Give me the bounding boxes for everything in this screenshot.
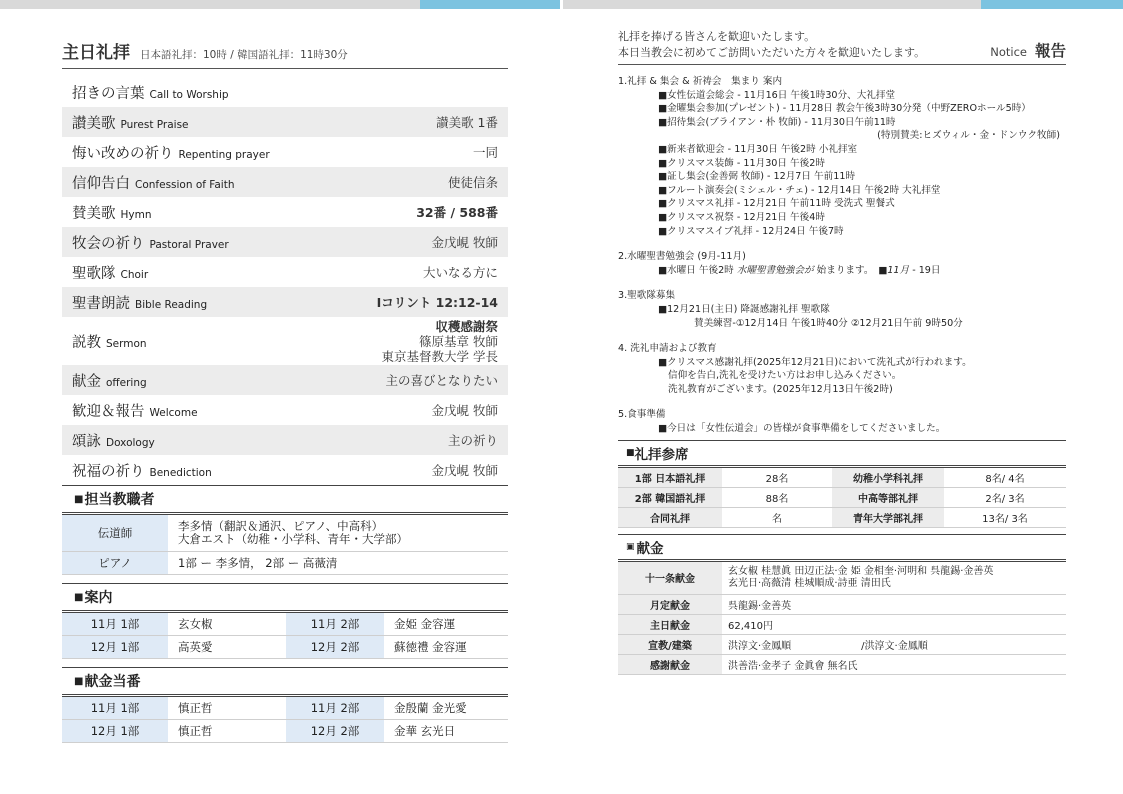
announcement-item: ■クリスマス装飾 - 11月30日 午後2時 [658, 157, 825, 169]
order-en: Call to Worship [149, 88, 229, 101]
table-cell: 金華 玄光日 [384, 720, 508, 743]
square-icon: ■ [626, 447, 635, 458]
table-row [618, 507, 1066, 527]
welcome-line: 礼拝を捧げる皆さんを歓迎いたします。 [618, 30, 816, 43]
announcement-heading: 2.水曜聖書勉強会 (9月-11月) [618, 251, 746, 263]
table-cell: 高英愛 [168, 636, 286, 659]
order-value: 主の祈り [447, 432, 498, 448]
welcome-line: 本日当教会に初めてご訪問いただいた方々を歓迎いたします。 [618, 46, 926, 59]
table-label: 青年大学部礼拝 [832, 507, 944, 527]
order-row [62, 257, 508, 287]
table-cell: 名 [722, 507, 832, 527]
order-jp: 聖書朗読 [72, 295, 130, 312]
announcement-subitem: 賛美練習-①12月14日 午後1時40分 ②12月21日午前 9時50分 [694, 317, 963, 329]
table-label: 幼稚小学科礼拝 [832, 468, 944, 488]
announcement-heading: 4. 洗礼申請および教育 [618, 343, 717, 355]
section-title-text: 案内 [84, 590, 113, 606]
table-cell: 金殷蘭 金光愛 [384, 697, 508, 720]
table-row [618, 634, 1066, 654]
offering-section-title [618, 535, 1066, 559]
table-label: 月定献金 [618, 594, 722, 614]
announcement-item: ■クリスマス礼拝 - 12月21日 午前11時 受洗式 聖餐式 [658, 198, 895, 210]
order-jp: 聖歌隊 [72, 265, 116, 282]
table-cell: 大倉エスト（幼稚・小学科、青年・大学部） [178, 532, 408, 546]
announcement-item [618, 264, 1066, 278]
order-row [62, 197, 508, 227]
order-jp: 祝福の祈り [72, 463, 145, 480]
section-title-text: 礼拝参席 [634, 446, 689, 463]
order-jp: 牧会の祈り [72, 235, 145, 252]
announcement-item: ■新来者歓迎会 - 11月30日 午後2時 小礼拝室 [658, 143, 858, 155]
table-row [618, 468, 1066, 488]
worship-order-page [62, 38, 508, 743]
table-cell: 玄女椒 [168, 613, 286, 636]
offering-table [618, 562, 1066, 675]
table-row [618, 654, 1066, 674]
accent-bar [981, 0, 1123, 9]
table-cell: 慎正哲 [168, 720, 286, 743]
announcement-subitem: 洗礼教育がございます。(2025年12月13日午後2時) [668, 383, 893, 395]
table-row [618, 562, 1066, 595]
order-row [62, 395, 508, 425]
order-jp: 悔い改めの祈り [72, 145, 174, 162]
order-row [62, 455, 508, 485]
box-icon: ▣ [626, 541, 635, 552]
table-label: 11月 2部 [286, 697, 384, 720]
table-label: 伝道師 [62, 515, 168, 552]
order-en: Bible Reading [135, 298, 208, 311]
table-label: 12月 2部 [286, 720, 384, 743]
square-icon: ■ [74, 675, 84, 687]
order-en: offering [106, 376, 147, 389]
table-cell: 62,410円 [722, 614, 1066, 634]
table-label: 12月 2部 [286, 636, 384, 659]
table-label: 中高等部礼拝 [832, 487, 944, 507]
square-icon: ■ [74, 591, 84, 603]
order-en: Benediction [149, 466, 212, 479]
order-value: 金戊峴 牧師 [431, 402, 498, 418]
order-en: Confession of Faith [135, 178, 235, 191]
order-jp: 讃美歌 [72, 115, 116, 132]
table-label: 12月 1部 [62, 720, 168, 743]
guide-section-title [62, 584, 508, 610]
order-en: Purest Praise [120, 118, 189, 131]
announcement-heading: 1.礼拝 & 集会 & 祈祷会 集まり 案内 [618, 76, 783, 87]
table-row [618, 614, 1066, 634]
table-cell: 13名/ 3名 [944, 507, 1066, 527]
table-row [62, 720, 508, 743]
order-row [62, 227, 508, 257]
guide-table [62, 613, 508, 659]
table-cell: 李多情（翻訳＆通沢、ピアノ、中高科） [178, 519, 384, 533]
table-label: 合同礼拝 [618, 507, 722, 527]
order-row-sermon [62, 317, 508, 365]
welcome-text [618, 30, 1066, 60]
announcement-item: ■クリスマスイブ礼拝 - 12月24日 午後7時 [658, 225, 844, 237]
order-value: 讃美歌 1番 [436, 114, 498, 130]
text: - 19日 [912, 264, 941, 276]
table-cell: 88名 [722, 487, 832, 507]
table-label: 主日献金 [618, 614, 722, 634]
order-row [62, 365, 508, 395]
announcement-heading: 3.聖歌隊募集 [618, 290, 676, 302]
order-jp: 信仰告白 [72, 175, 130, 192]
order-en: Pastoral Praver [149, 238, 229, 251]
table-row [62, 613, 508, 636]
offering-duty-table [62, 697, 508, 743]
sermon-title: 収穫感謝祭 [435, 318, 498, 334]
table-label: 11月 1部 [62, 697, 168, 720]
announcement-item: ■12月21日(主日) 降誕感謝礼拝 聖歌隊 [658, 303, 830, 315]
section-title-text: 献金 [636, 540, 664, 557]
order-en: Sermon [106, 337, 147, 350]
order-value: 一同 [472, 144, 498, 160]
table-label: 感謝献金 [618, 654, 722, 674]
order-jp: 招きの言葉 [72, 85, 145, 102]
announcement-heading: 5.食事準備 [618, 409, 666, 421]
announcement-note: (特別賛美:ヒズウィル・金・ドンウク牧師) [877, 130, 1060, 142]
sermon-preacher: 篠原基章 牧師 [419, 333, 498, 349]
text: ■11月 [878, 264, 910, 276]
table-label: 11月 2部 [286, 613, 384, 636]
announcement-item: ■クリスマス祝祭 - 12月21日 午後4時 [658, 211, 825, 223]
order-value: 使徒信条 [447, 174, 498, 190]
text: 水曜聖書勉強会が [736, 264, 814, 276]
table-label: 宣教/建築 [618, 634, 722, 654]
text: ■水曜日 午後2時 [658, 264, 734, 276]
table-row [62, 636, 508, 659]
offering-duty-section-title [62, 668, 508, 694]
table-cell: 1部 ー 李多情， 2部 ー 高薇清 [168, 552, 508, 575]
table-label: 12月 1部 [62, 636, 168, 659]
square-icon: ■ [74, 493, 84, 505]
order-list [62, 77, 508, 485]
table-label: ピアノ [62, 552, 168, 575]
notice-en: Notice [990, 45, 1027, 59]
order-row [62, 425, 508, 455]
worship-header [62, 38, 508, 69]
order-value: 32番 / 588番 [416, 204, 498, 220]
announcement-subitem: 信仰を告白,洗礼を受けたい方はお申し込みください。 [668, 370, 902, 382]
page-title: 主日礼拝 [62, 43, 130, 63]
order-jp: 献金 [72, 373, 101, 390]
order-row [62, 287, 508, 317]
sermon-affiliation: 東京基督教大学 学長 [381, 348, 498, 364]
table-cell: 洪善浩·金孝子 金眞會 無名氏 [722, 654, 1066, 674]
announcement-item: ■招待集会(ブライアン・朴 牧師) - 11月30日午前11時 [658, 116, 896, 128]
order-en: Choir [120, 268, 149, 281]
table-cell: 2名/ 3名 [944, 487, 1066, 507]
attendance-section-title [618, 441, 1066, 465]
section-title-text: 担当教職者 [84, 492, 155, 508]
order-jp: 頌詠 [72, 433, 101, 450]
table-label: 十一条献金 [618, 562, 722, 595]
table-cell: 蘇徳禮 金容運 [384, 636, 508, 659]
order-en: Repenting prayer [178, 148, 270, 161]
announcement-item: ■今日は「女性伝道会」の皆様が食事準備をしてくださいました。 [658, 423, 946, 435]
staff-table [62, 515, 508, 575]
order-row [62, 77, 508, 107]
order-row [62, 167, 508, 197]
table-row [62, 515, 508, 552]
order-value: 大いなる方に [422, 264, 498, 280]
order-row [62, 107, 508, 137]
order-jp: 賛美歌 [72, 205, 116, 222]
notice-jp: 報告 [1034, 42, 1066, 60]
order-value: 主の喜びとなりたい [385, 372, 498, 388]
notice-title [990, 44, 1066, 59]
table-row [618, 487, 1066, 507]
order-en: Doxology [106, 436, 155, 449]
table-label: 11月 1部 [62, 613, 168, 636]
announcement-item: ■金曜集会参加(プレゼント) - 11月28日 教会午後3時30分発（中野ZEROホール5時） [658, 103, 1031, 115]
order-en: Welcome [149, 406, 198, 419]
order-row [62, 137, 508, 167]
table-cell: 28名 [722, 468, 832, 488]
top-bar-left [0, 0, 560, 9]
attendance-table [618, 468, 1066, 528]
table-row [62, 552, 508, 575]
announcement-item: ■証し集会(金善弼 牧師) - 12月7日 午前11時 [658, 171, 856, 183]
announcements [618, 75, 1066, 436]
page-subtitle: 日本語礼拝：10時 / 韓国語礼拝：11時30分 [140, 49, 348, 61]
table-cell: 慎正哲 [168, 697, 286, 720]
order-value: 金戊峴 牧師 [431, 234, 498, 250]
divider [618, 64, 1066, 65]
order-value: Ⅰコリント 12:12-14 [376, 294, 498, 310]
notice-page [618, 30, 1066, 675]
top-bar-right [563, 0, 1123, 9]
table-label: 1部 日本語礼拝 [618, 468, 722, 488]
table-cell: 金姫 金容運 [384, 613, 508, 636]
order-jp: 説教 [72, 334, 101, 351]
section-title-text: 献金当番 [84, 674, 141, 690]
announcement-item: ■フルート演奏会(ミシェル・チェ) - 12月14日 午後2時 大礼拝堂 [658, 184, 941, 196]
table-row [62, 697, 508, 720]
order-en: Hymn [120, 208, 152, 221]
order-value: 金戊峴 牧師 [431, 462, 498, 478]
announcement-item: ■女性伝道会総会 - 11月16日 午後1時30分、大礼拝堂 [658, 89, 896, 101]
table-label: 2部 韓国語礼拝 [618, 487, 722, 507]
table-cell: 玄女椒 桂慧眞 田辺正法·金 姫 金相奎·河明和 呉龍錫·金善英 [728, 565, 994, 577]
table-cell: 8名/ 4名 [944, 468, 1066, 488]
table-cell: 呉龍錫·金善英 [722, 594, 1066, 614]
table-cell: 洪淳文·金鳳順 /洪淳文·金鳳順 [722, 634, 1066, 654]
table-row [618, 594, 1066, 614]
accent-bar [420, 0, 560, 9]
text: 始まります。 [816, 264, 869, 276]
announcement-item: ■クリスマス感謝礼拝(2025年12月21日)において洗礼式が行われます。 [658, 356, 972, 368]
table-cell: 玄光日·高薇清 桂城順成·詩亜 清田氏 [728, 577, 891, 589]
order-jp: 歓迎＆報告 [72, 403, 145, 420]
staff-section-title [62, 486, 508, 512]
